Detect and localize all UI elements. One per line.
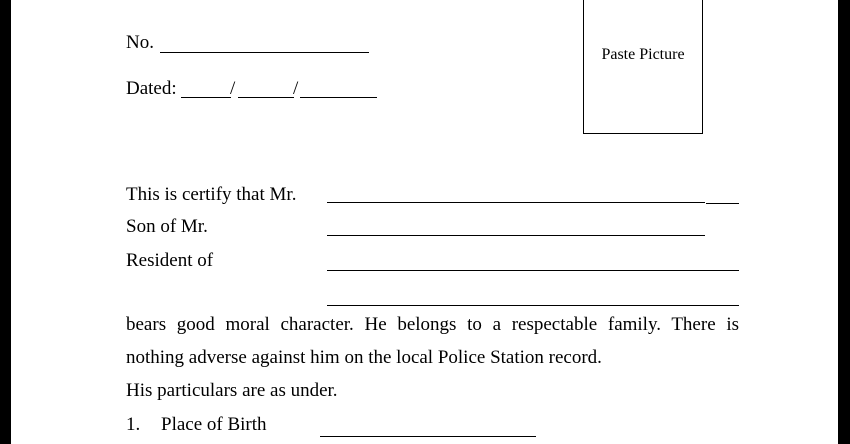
certify-name-field-extension [706, 203, 739, 204]
date-separator: / [293, 78, 299, 99]
particular-label: Place of Birth [161, 414, 267, 435]
date-day-field[interactable] [181, 97, 231, 98]
certify-name-field[interactable] [327, 202, 705, 203]
date-separator: / [230, 78, 236, 99]
photo-label: Paste Picture [601, 46, 685, 63]
resident-address-field[interactable] [327, 270, 739, 271]
no-label: No. [126, 32, 154, 53]
body-line-2: nothing adverse against him on the local Police Station record. [126, 347, 602, 368]
page-border-right [838, 0, 850, 444]
particular-number: 1. [126, 414, 141, 435]
resident-label: Resident of [126, 250, 214, 271]
date-year-field[interactable] [300, 97, 377, 98]
body-line-1: bears good moral character. He belongs to a respectable family. There is [126, 314, 739, 335]
certify-label: This is certify that Mr. [126, 184, 297, 205]
no-field[interactable] [160, 52, 369, 53]
page-border-left [0, 0, 11, 444]
son-of-label: Son of Mr. [126, 216, 208, 237]
place-of-birth-field[interactable] [320, 436, 536, 437]
resident-address-field-2[interactable] [327, 305, 739, 306]
photo-box[interactable] [583, 0, 703, 134]
date-month-field[interactable] [238, 97, 294, 98]
dated-label: Dated: [126, 78, 177, 99]
body-line-3: His particulars are as under. [126, 380, 338, 401]
father-name-field[interactable] [327, 235, 705, 236]
